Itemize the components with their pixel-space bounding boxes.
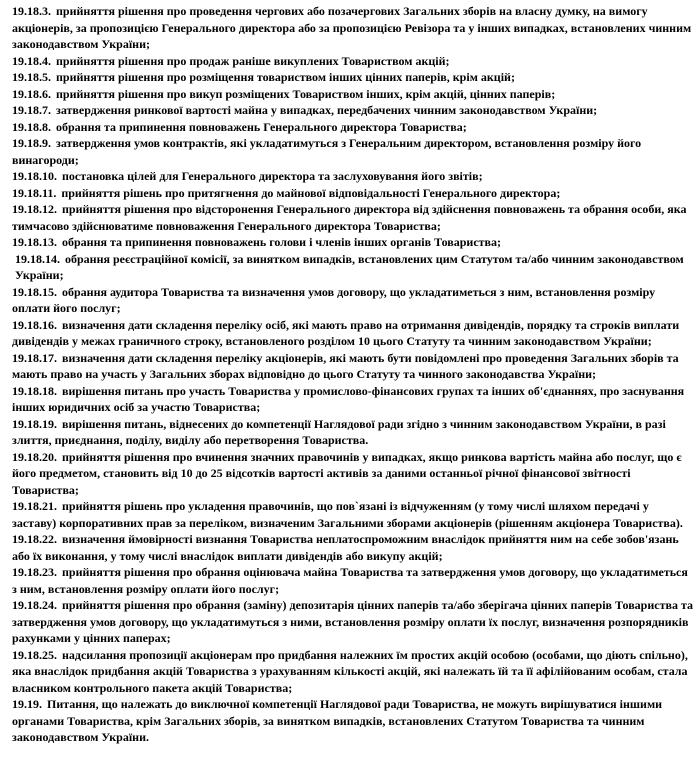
clause-item (12, 564, 694, 597)
clause-number: 19.18.14. (15, 251, 60, 266)
clause-number: 19.18.12. (12, 202, 57, 216)
clause-number: 19.18.16. (12, 317, 57, 332)
clause-item (12, 69, 694, 86)
clause-number: 19.18.8. (12, 119, 51, 134)
clause-number: 19.18.25. (12, 647, 57, 662)
clause-item (12, 135, 694, 168)
clause-text: прийняття рішення про обрання (заміну) депозитарія цінних паперів та/або зберігача цінних паперів Товариства та затвердження умов договору, що укладатимуться з ними, встановлення розміру оплати їх послуг, визначення розпорядників рахунками у цінних паперах; (12, 598, 694, 645)
clause-item (12, 383, 694, 416)
clause-number: 19.18.18. (12, 383, 57, 398)
clause-text: обрання аудитора Товариства та визначення умов договору, що укладатиметься з ним, встановлення розміру оплати його послуг; (12, 284, 656, 315)
clause-item (12, 119, 694, 136)
clause-text: прийняття рішення про розміщення товариством інших цінних паперів, крім акцій; (56, 70, 515, 84)
clause-item (12, 168, 694, 185)
clause-number: 19.18.21. (12, 499, 57, 513)
clause-text: вирішення питань про участь Товариства у промислово-фінансових групах та інших об'єднаннях, про заснування інших юридичних осіб за участю Товариства; (12, 383, 685, 414)
clause-number: 19.18.5. (12, 70, 51, 84)
clause-item (12, 647, 694, 697)
clause-text: прийняття рішення про обрання оцінювача майна Товариства та затвердження умов договору, що укладатиметься з ним, встановлення розміру оплати його послуг; (12, 565, 688, 596)
clause-text: прийняття рішення про продаж раніше викуплених Товариством акцій; (56, 53, 450, 68)
clause-text: обрання та припинення повноважень Генерального директора Товариства; (56, 119, 467, 134)
clause-item (12, 284, 694, 317)
clause-number: 19.18.22. (12, 532, 57, 546)
clause-item (12, 350, 694, 383)
clause-number: 19.18.7. (12, 103, 51, 117)
clause-item (12, 201, 694, 234)
clause-text: прийняття рішення про проведення чергових або позачергових Загальних зборів на власну думку, на вимогу акціонерів, за пропозицією Генерального директора або за пропозицією Ревізора та у інших випадках, встановлених чинним законодавством України; (12, 4, 692, 51)
clause-item (12, 102, 694, 119)
clause-text: вирішення питань, віднесених до компетенції Наглядової ради згідно з чинним законодавством України, в разі злиття, приєднання, поділу, виділу або перетворення Товариства. (12, 416, 666, 447)
clause-number: 19.18.24. (12, 598, 57, 612)
clause-text: затвердження ринкової вартості майна у випадках, передбачених чинним законодавством України; (56, 103, 598, 117)
clause-number: 19.18.10. (12, 169, 57, 183)
clause-item (12, 449, 694, 499)
clause-number: 19.19. (12, 697, 42, 711)
clause-number: 19.18.17. (12, 350, 57, 365)
clause-text: визначення дати складення переліку осіб, які мають право на отримання дивідендів, порядку та строків виплати дивідендів у межах граничного строку, встановленого розділом 10 цього Статуту та чинним законодавством України; (12, 317, 680, 348)
clause-text: обрання реєстраційної комісії, за винятком випадків, встановлених цим Статутом та/або чинним законодавством України; (15, 251, 684, 282)
clause-text: прийняття рішення про відсторонення Генерального директора від здійснення повноважень та обрання особи, яка тимчасово здійснюватиме повноваження Генерального директора Товариства; (12, 202, 687, 233)
clause-number: 19.18.20. (12, 449, 57, 464)
clause-number: 19.18.23. (12, 565, 57, 579)
clause-item (12, 498, 694, 531)
clause-text: прийняття рішення про викуп розміщених Товариством інших, крім акцій, цінних паперів; (56, 86, 556, 101)
clause-number: 19.18.15. (12, 284, 57, 299)
clause-number: 19.18.4. (12, 53, 51, 68)
clause-item (12, 696, 694, 746)
clause-text: надсилання пропозиції акціонерам про придбання належних їм простих акцій особою (особами, що діють спільно), яка внаслідок придбання акцій Товариства з урахуванням кількості акцій, які належать їй та її афілійованим особам, стала власником контрольного пакета акцій Товариства; (12, 647, 688, 695)
clause-number: 19.18.3. (12, 4, 51, 18)
clause-item (12, 251, 694, 284)
clause-item (12, 185, 694, 202)
clause-number: 19.18.19. (12, 416, 57, 431)
clause-item (12, 597, 694, 647)
clause-text: постановка цілей для Генерального директора та заслуховування його звітів; (62, 169, 483, 183)
clause-text: прийняття рішень про притягнення до майнової відповідальності Генерального директора; (61, 185, 561, 200)
clause-item (12, 86, 694, 103)
clause-item (12, 416, 694, 449)
clause-text: визначення ймовірності визнання Товариства неплатоспроможним внаслідок прийняття ним на себе зобов'язань або їх виконання, у тому числі внаслідок виплати дивідендів або викупу акцій; (12, 532, 679, 563)
clause-number: 19.18.13. (12, 235, 57, 249)
clause-text: визначення дати складення переліку акціонерів, які мають бути повідомлені про проведення Загальних зборів та мають право на участь у Загальних зборах відповідно до цього Статуту та чинного законодавства України; (12, 350, 679, 381)
clause-number: 19.18.9. (12, 136, 51, 150)
clause-text: затвердження умов контрактів, які укладатимуться з Генеральним директором, встановлення розміру його винагороди; (12, 136, 642, 167)
clause-text: обрання та припинення повноважень голови і членів інших органів Товариства; (62, 235, 502, 249)
clause-item (12, 531, 694, 564)
clause-number: 19.18.11. (12, 185, 57, 200)
clause-item (12, 234, 694, 251)
clause-item (12, 3, 694, 53)
clause-item (12, 53, 694, 70)
clause-text: прийняття рішень про укладення правочинів, що пов`язані із відчуженням (у тому числі шляхом передачі у заставу) корпоративних прав за переліком, визначеним Загальними зборами акціонерів (рішенням акціонера Товариства). (12, 499, 683, 530)
clause-text: Питання, що належать до виключної компетенції Наглядової ради Товариства, не можуть вирішуватися іншими органами Товариства, крім Загальних зборів, за винятком випадків, встановлених Статутом Товариства та чинним законодавством України. (12, 697, 663, 744)
clause-text: прийняття рішення про вчинення значних правочинів у випадках, якщо ринкова вартість майна або послуг, що є його предметом, становить від 10 до 25 відсотків вартості активів за даними останньої річної фінансової звітності Товариства; (12, 449, 682, 497)
clause-number: 19.18.6. (12, 86, 51, 101)
clause-item (12, 317, 694, 350)
